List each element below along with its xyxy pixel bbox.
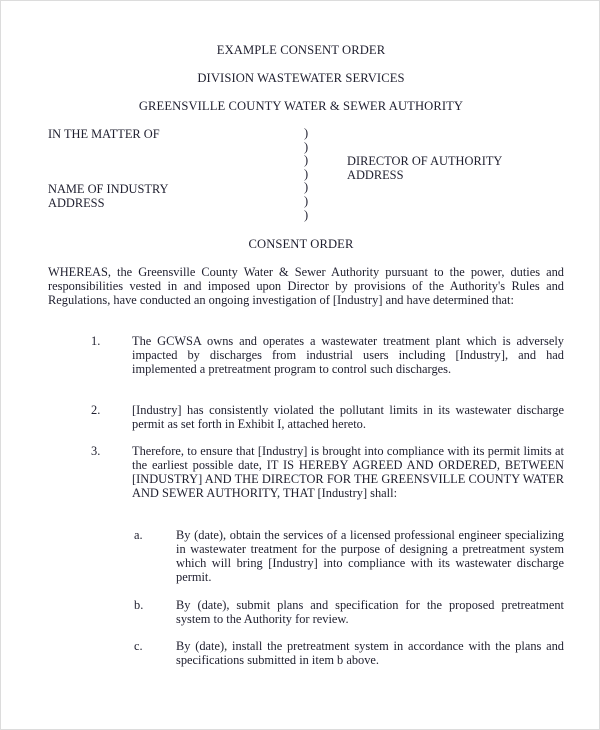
requirement-text: By (date), install the pretreatment system in accordance with the plans and specifications submitted in item b above. <box>176 639 564 667</box>
finding-number: 2. <box>91 403 101 417</box>
authority-title: GREENSVILLE COUNTY WATER & SEWER AUTHORITY <box>138 99 464 113</box>
finding-text: [Industry] has consistently violated the pollutant limits in its wastewater discharge permit as set forth in Exhibit I, attached hereto. <box>132 403 564 431</box>
division-title: DIVISION WASTEWATER SERVICES <box>197 71 405 85</box>
requirement-letter: a. <box>134 528 143 542</box>
caption-paren: ) <box>304 207 309 222</box>
caption-matter: IN THE MATTER OF <box>48 127 160 141</box>
caption-director-address: ADDRESS <box>347 168 404 182</box>
finding-number: 1. <box>91 334 101 348</box>
requirement-text: By (date), obtain the services of a licensed professional engineer specializing in wastewater treatment for the purpose of designing a pretreatment system which will bring [Industry] into compliance with its wastewater discharge permit. <box>176 528 564 584</box>
caption-paren: ) <box>304 193 309 208</box>
requirement-letter: c. <box>134 639 143 653</box>
caption-divider <box>304 127 316 222</box>
caption-paren: ) <box>304 139 309 154</box>
caption-paren: ) <box>304 166 309 181</box>
whereas-paragraph: WHEREAS, the Greensville County Water & Sewer Authority pursuant to the power, duties and responsibilities vested in and imposed upon Director by provisions of the Authority's Rules and Regulations, have conducted an ongoing investigation of [Industry] and have determined that: <box>48 265 564 307</box>
caption-industry-address: ADDRESS <box>48 196 105 210</box>
caption-paren: ) <box>304 180 309 195</box>
caption-paren: ) <box>304 153 309 168</box>
document-title: EXAMPLE CONSENT ORDER <box>216 43 386 57</box>
caption-director: DIRECTOR OF AUTHORITY <box>347 154 503 168</box>
requirement-text: By (date), submit plans and specification for the proposed pretreatment system to the Authority for review. <box>176 598 564 626</box>
caption-paren: ) <box>304 126 309 140</box>
finding-text: The GCWSA owns and operates a wastewater treatment plant which is adversely impacted by discharges from industrial users including [Industry], and had implemented a pretreatment program to control such discharges. <box>132 334 564 376</box>
caption-industry-name: NAME OF INDUSTRY <box>48 182 169 196</box>
consent-order-heading: CONSENT ORDER <box>248 237 354 251</box>
finding-number: 3. <box>91 444 101 458</box>
finding-text: Therefore, to ensure that [Industry] is brought into compliance with its permit limits at the earliest possible date, IT IS HEREBY AGREED AND ORDERED, BETWEEN [INDUSTRY] AND THE DIRECTOR FOR THE GREENSVILLE COUNTY WATER AND SEWER AUTHORITY, THAT [Industry] shall: <box>132 444 564 500</box>
requirement-letter: b. <box>134 598 144 612</box>
